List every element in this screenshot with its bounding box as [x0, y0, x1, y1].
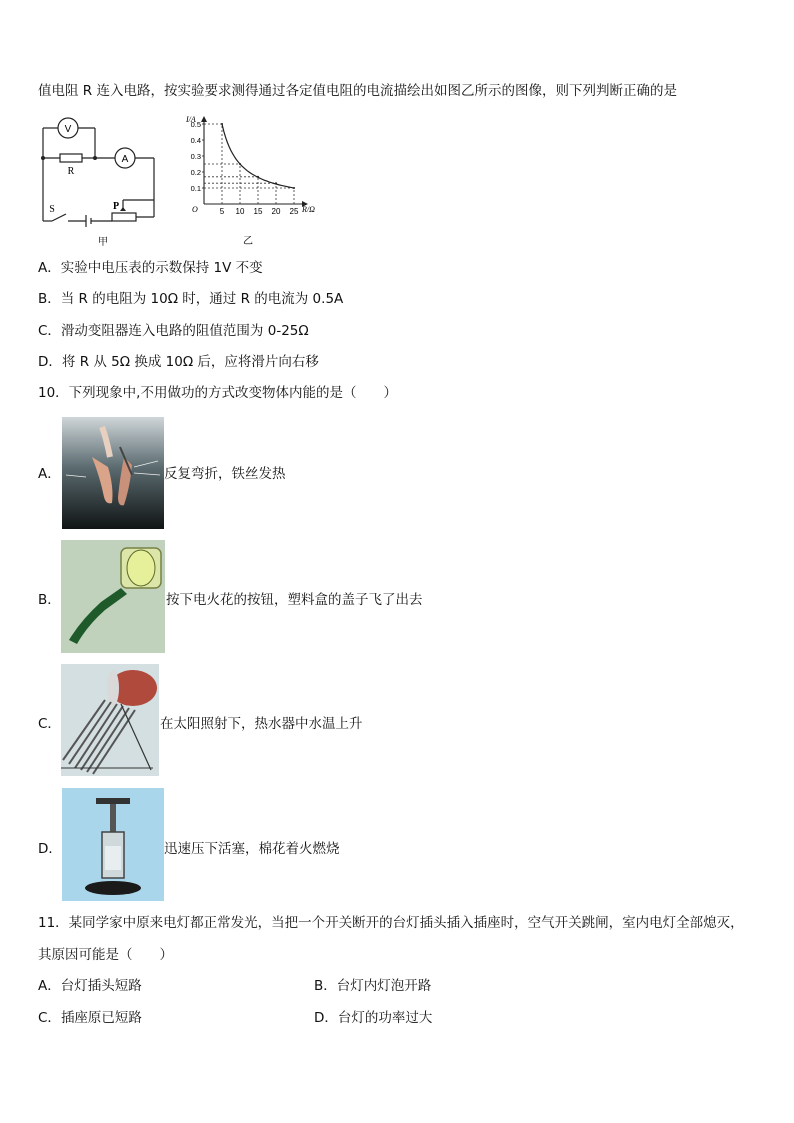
option-text: 实验中电压表的示数保持 1V 不变: [60, 260, 263, 276]
y-tick-label: 0.3: [190, 152, 201, 161]
bending-wire-photo: [62, 417, 164, 529]
q10-option-b-text: 按下电火花的按钮，塑料盒的盖子飞了出去: [166, 592, 423, 608]
junction-dot: [41, 156, 45, 160]
x-tick-label: 20: [271, 207, 281, 216]
option-text: 滑动变阻器连入电路的阻值范围为 0-25Ω: [60, 323, 309, 339]
q10-option-a-letter[interactable]: A．: [38, 466, 61, 482]
q10-option-a-text: 反复弯折，铁丝发热: [164, 466, 286, 482]
option-letter: A．: [38, 260, 61, 276]
q10-stem: 10．下列现象中,不用做功的方式改变物体内能的是（ ）: [38, 385, 397, 401]
piston-fire-syringe-photo: [62, 788, 164, 901]
q9-option-c[interactable]: [38, 322, 309, 340]
ammeter-label: A: [121, 154, 129, 165]
option-letter: B．: [314, 978, 337, 994]
data-point: [293, 187, 295, 189]
option-text: 将 R 从 5Ω 换成 10Ω 后，应将滑片向右移: [61, 354, 319, 370]
solar-water-heater-photo: [61, 664, 159, 776]
q11-stem-line1: 11．某同学家中原来电灯都正常发光，当把一个开关断开的台灯插头插入插座时，空气开关跳闸，室内电灯全部熄灭，: [38, 915, 744, 931]
option-text: 台灯插头短路: [60, 978, 142, 994]
x-axis-label: R/Ω: [302, 205, 315, 214]
current-resistance-graph: [184, 112, 324, 247]
q10-option-c-letter[interactable]: C．: [38, 716, 61, 732]
option-letter: D．: [38, 354, 62, 370]
option-text: 台灯内灯泡开路: [336, 978, 432, 994]
q11-option-c[interactable]: [38, 1009, 142, 1027]
q9-intro: 值电阻 R 连入电路，按实验要求测得通过各定值电阻的电流描绘出如图乙所示的图像，则下列判断正确的是: [38, 83, 677, 99]
x-tick-label: 25: [289, 207, 299, 216]
q11-option-b[interactable]: [314, 977, 431, 995]
graph-caption: 乙: [243, 236, 253, 247]
option-letter: D．: [314, 1010, 338, 1026]
option-text: 台灯的功率过大: [337, 1010, 433, 1026]
switch-label: S: [49, 204, 55, 215]
q10-option-d-text: 迅速压下活塞，棉花着火燃烧: [164, 841, 340, 857]
spark-igniter-photo: [61, 540, 165, 653]
y-axis-label: I/A: [186, 115, 196, 124]
y-tick-label: 0.4: [190, 136, 201, 145]
option-letter: B．: [38, 291, 61, 307]
data-point: [257, 176, 259, 178]
option-text: 插座原已短路: [60, 1010, 142, 1026]
option-letter: C．: [38, 1010, 61, 1026]
x-tick-label: 15: [253, 207, 263, 216]
q11-stem-line2: 其原因可能是（ ）: [38, 947, 173, 963]
q9-option-b[interactable]: [38, 290, 343, 308]
q9-option-a[interactable]: [38, 259, 263, 277]
data-point: [239, 163, 241, 165]
q9-option-d[interactable]: [38, 353, 319, 371]
data-point: [221, 123, 223, 125]
slider-label: P: [112, 201, 120, 212]
circuit-diagram: [38, 112, 168, 252]
option-letter: C．: [38, 323, 61, 339]
y-tick-label: 0.1: [190, 184, 201, 193]
circuit-caption: 甲: [98, 237, 108, 248]
junction-dot: [93, 156, 97, 160]
origin-label: O: [192, 205, 198, 214]
x-tick-label: 5: [219, 207, 225, 216]
option-letter: A．: [38, 978, 61, 994]
q10-option-d-letter[interactable]: D．: [38, 841, 62, 857]
data-point: [275, 182, 277, 184]
q11-option-d[interactable]: [314, 1009, 432, 1027]
y-tick-label: 0.5: [190, 120, 201, 129]
q10-option-b-letter[interactable]: B．: [38, 592, 61, 608]
resistor-label: R: [67, 166, 75, 177]
x-tick-label: 10: [235, 207, 245, 216]
option-text: 当 R 的电阻为 10Ω 时，通过 R 的电流为 0.5A: [60, 291, 344, 307]
voltmeter-label: V: [64, 124, 72, 135]
slider-arrow-icon: [120, 207, 126, 211]
q10-option-c-text: 在太阳照射下，热水器中水温上升: [160, 716, 363, 732]
q11-option-a[interactable]: [38, 977, 142, 995]
y-axis-arrow-icon: [201, 116, 207, 122]
y-tick-label: 0.2: [190, 168, 201, 177]
